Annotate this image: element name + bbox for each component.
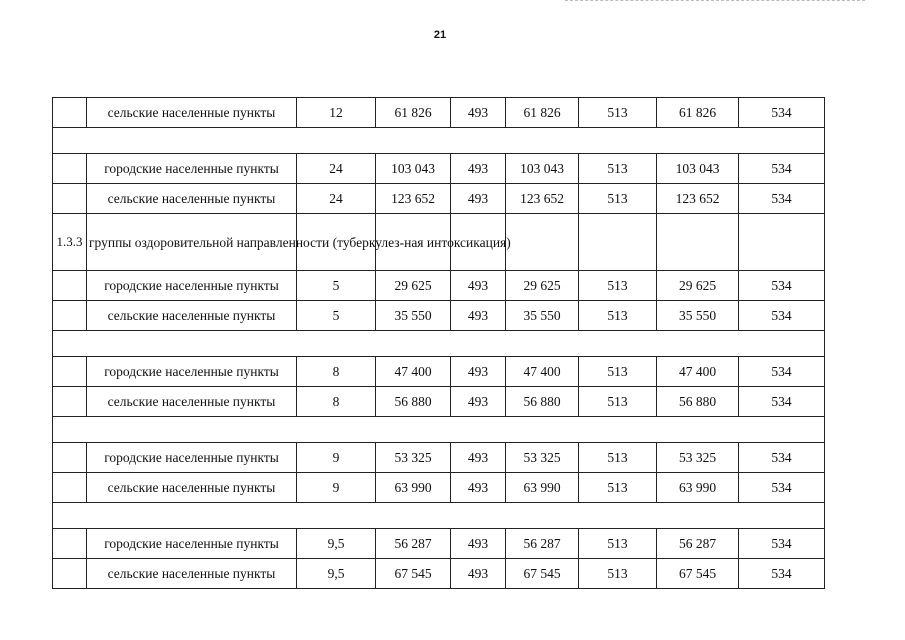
cell-value [506, 214, 579, 271]
row-number [53, 271, 87, 301]
cell-value: 534 [739, 271, 825, 301]
cell-value: 9,5 [297, 559, 376, 589]
table-row [53, 559, 825, 589]
cell-value [579, 214, 657, 271]
cell-value: 9 [297, 443, 376, 473]
cell-value: 8 [297, 357, 376, 387]
cell-value: 534 [739, 357, 825, 387]
cell-value: 61 826 [506, 98, 579, 128]
tariff-table [52, 97, 825, 589]
row-name: городские населенные пункты [87, 357, 297, 387]
cell-value: 12 [297, 98, 376, 128]
cell-value: 534 [739, 301, 825, 331]
cell-value: 24 [297, 184, 376, 214]
cell-value: 29 625 [376, 271, 451, 301]
row-number [53, 529, 87, 559]
row-name: сельские населенные пункты [87, 301, 297, 331]
row-name: сельские населенные пункты [87, 98, 297, 128]
cell-value: 67 545 [506, 559, 579, 589]
table-row [53, 301, 825, 331]
cell-value: 35 550 [376, 301, 451, 331]
section-row [53, 214, 825, 271]
cell-value: 513 [579, 98, 657, 128]
cell-value [657, 214, 739, 271]
row-number [53, 387, 87, 417]
cell-value: 513 [579, 473, 657, 503]
cell-value: 103 043 [506, 154, 579, 184]
cell-value: 9,5 [297, 529, 376, 559]
row-number [53, 473, 87, 503]
cell-value: 8 [297, 387, 376, 417]
cell-value: 534 [739, 559, 825, 589]
row-name: городские населенные пункты [87, 154, 297, 184]
table-row [53, 357, 825, 387]
cell-value: 513 [579, 184, 657, 214]
row-name: городские населенные пункты [87, 529, 297, 559]
row-number [53, 184, 87, 214]
cell-value: 56 880 [506, 387, 579, 417]
cell-value: 534 [739, 98, 825, 128]
separator-row [53, 503, 825, 529]
separator-cell [53, 128, 825, 154]
separator-cell [53, 503, 825, 529]
cell-value: 56 287 [376, 529, 451, 559]
cell-value: 63 990 [376, 473, 451, 503]
cell-value: 56 287 [657, 529, 739, 559]
cell-value: 534 [739, 473, 825, 503]
cell-value: 493 [451, 184, 506, 214]
cell-value: 35 550 [657, 301, 739, 331]
cell-value: 9 [297, 473, 376, 503]
cell-value: 534 [739, 154, 825, 184]
separator-row [53, 128, 825, 154]
cell-value: 47 400 [376, 357, 451, 387]
cell-value: 103 043 [657, 154, 739, 184]
row-number [53, 357, 87, 387]
row-number [53, 154, 87, 184]
cell-value: 123 652 [506, 184, 579, 214]
row-name: сельские населенные пункты [87, 387, 297, 417]
cell-value: 47 400 [657, 357, 739, 387]
cell-value: 493 [451, 559, 506, 589]
cell-value: 29 625 [657, 271, 739, 301]
cell-value: 67 545 [657, 559, 739, 589]
separator-cell [53, 331, 825, 357]
cell-value: 53 325 [376, 443, 451, 473]
cell-value: 513 [579, 271, 657, 301]
row-name: сельские населенные пункты [87, 559, 297, 589]
cell-value: 493 [451, 443, 506, 473]
scan-artifact-line [565, 0, 865, 5]
table-row [53, 387, 825, 417]
cell-value: 56 287 [506, 529, 579, 559]
table-row [53, 473, 825, 503]
cell-value: 513 [579, 154, 657, 184]
row-name: городские населенные пункты [87, 271, 297, 301]
table-row [53, 443, 825, 473]
cell-value: 56 880 [376, 387, 451, 417]
cell-value: 534 [739, 184, 825, 214]
cell-value: 493 [451, 154, 506, 184]
row-name: сельские населенные пункты [87, 473, 297, 503]
cell-value: 61 826 [376, 98, 451, 128]
cell-value: 513 [579, 357, 657, 387]
cell-value: 123 652 [376, 184, 451, 214]
section-number: 1.3.3 [53, 214, 87, 271]
row-number [53, 559, 87, 589]
cell-value: 493 [451, 357, 506, 387]
row-name: городские населенные пункты [87, 443, 297, 473]
cell-value: 493 [451, 301, 506, 331]
cell-value: 29 625 [506, 271, 579, 301]
cell-value: 513 [579, 559, 657, 589]
row-number [53, 98, 87, 128]
cell-value: 53 325 [657, 443, 739, 473]
row-number [53, 443, 87, 473]
cell-value: 493 [451, 387, 506, 417]
separator-row [53, 417, 825, 443]
cell-value: 56 880 [657, 387, 739, 417]
page-number: 21 [433, 29, 447, 41]
cell-value: 61 826 [657, 98, 739, 128]
cell-value: 123 652 [657, 184, 739, 214]
row-name: сельские населенные пункты [87, 184, 297, 214]
separator-row [53, 331, 825, 357]
cell-value: 534 [739, 387, 825, 417]
separator-cell [53, 417, 825, 443]
cell-value: 534 [739, 529, 825, 559]
table-row [53, 529, 825, 559]
cell-value: 5 [297, 271, 376, 301]
cell-value: 24 [297, 154, 376, 184]
section-name: группы оздоровительной направленности (туберкулез-ная интоксикация) [87, 214, 297, 271]
cell-value: 47 400 [506, 357, 579, 387]
cell-value: 513 [579, 387, 657, 417]
cell-value: 53 325 [506, 443, 579, 473]
cell-value: 493 [451, 98, 506, 128]
table-row [53, 98, 825, 128]
cell-value: 67 545 [376, 559, 451, 589]
cell-value: 63 990 [506, 473, 579, 503]
cell-value: 35 550 [506, 301, 579, 331]
cell-value: 513 [579, 529, 657, 559]
cell-value [739, 214, 825, 271]
row-number [53, 301, 87, 331]
table-row [53, 271, 825, 301]
cell-value: 493 [451, 473, 506, 503]
cell-value: 534 [739, 443, 825, 473]
cell-value: 493 [451, 271, 506, 301]
cell-value: 5 [297, 301, 376, 331]
table-row [53, 184, 825, 214]
cell-value: 103 043 [376, 154, 451, 184]
cell-value: 63 990 [657, 473, 739, 503]
cell-value: 513 [579, 301, 657, 331]
cell-value: 493 [451, 529, 506, 559]
cell-value: 513 [579, 443, 657, 473]
table-row [53, 154, 825, 184]
